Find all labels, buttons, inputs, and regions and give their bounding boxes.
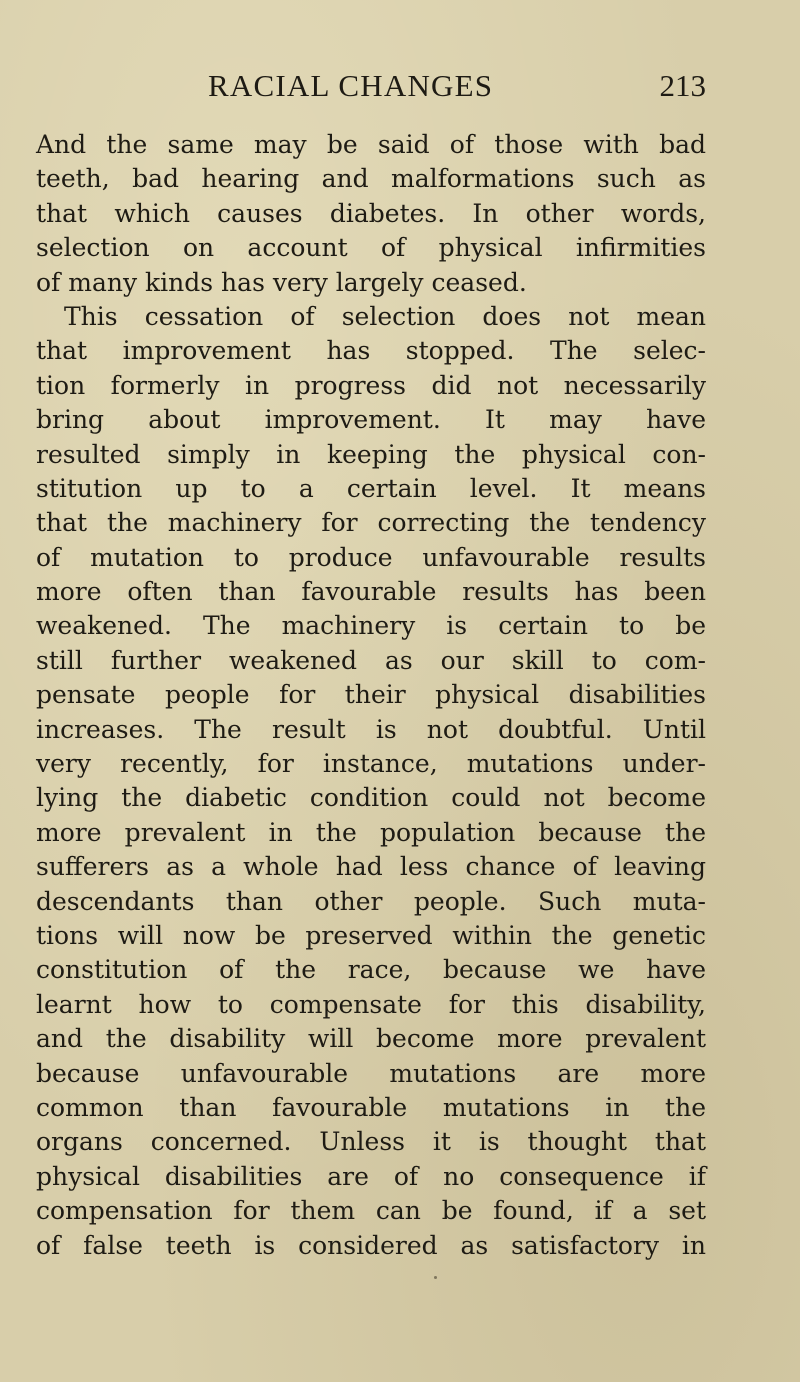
text-line: tions will now be preserved within the genetic bbox=[36, 920, 706, 950]
running-head bbox=[36, 66, 706, 106]
text-line: increases. The result is not doubtful. Until bbox=[36, 714, 706, 744]
text-line: stitution up to a certain level. It means bbox=[36, 473, 706, 503]
running-title: RACIAL CHANGES bbox=[208, 68, 494, 103]
text-line: tion formerly in progress did not necessarily bbox=[36, 370, 706, 400]
text-line: This cessation of selection does not mean bbox=[64, 301, 706, 331]
text-line: resulted simply in keeping the physical con- bbox=[36, 439, 706, 469]
text-line: weakened. The machinery is certain to be bbox=[36, 611, 706, 641]
text-line: that improvement has stopped. The selec- bbox=[36, 336, 706, 366]
text-line: still further weakened as our skill to com- bbox=[36, 645, 706, 675]
text-line: that the machinery for correcting the tendency bbox=[36, 508, 706, 538]
text-line: teeth, bad hearing and malformations such as bbox=[36, 164, 706, 194]
text-line: lying the diabetic condition could not become bbox=[36, 783, 706, 813]
text-line: of many kinds has very largely ceased. bbox=[36, 267, 527, 297]
text-line: of false teeth is considered as satisfactory in bbox=[36, 1230, 706, 1260]
text-line: and the disability will become more prevalent bbox=[36, 1024, 706, 1054]
text-line: compensation for them can be found, if a set bbox=[36, 1196, 706, 1226]
text-line: selection on account of physical infirmities bbox=[36, 233, 706, 263]
text-line: constitution of the race, because we have bbox=[36, 955, 706, 985]
text-line: very recently, for instance, mutations under- bbox=[36, 749, 706, 779]
body-text bbox=[36, 128, 706, 1263]
text-line: And the same may be said of those with bad bbox=[36, 130, 706, 159]
text-line: bring about improvement. It may have bbox=[36, 405, 706, 435]
text-line: because unfavourable mutations are more bbox=[36, 1058, 706, 1088]
text-line: descendants than other people. Such muta- bbox=[36, 886, 706, 916]
text-line: common than favourable mutations in the bbox=[36, 1092, 706, 1122]
text-line: that which causes diabetes. In other words, bbox=[36, 198, 706, 228]
text-line: more often than favourable results has been bbox=[36, 577, 706, 607]
paper-speck bbox=[434, 1276, 437, 1279]
text-line: more prevalent in the population because the bbox=[36, 817, 706, 847]
text-line: sufferers as a whole had less chance of leaving bbox=[36, 852, 706, 882]
text-line: physical disabilities are of no consequence if bbox=[36, 1161, 706, 1191]
text-line: pensate people for their physical disabilities bbox=[36, 680, 706, 710]
text-line: of mutation to produce unfavourable results bbox=[36, 542, 706, 572]
page-number: 213 bbox=[659, 68, 706, 103]
text-line: organs concerned. Unless it is thought that bbox=[36, 1127, 706, 1157]
text-line: learnt how to compensate for this disability, bbox=[36, 989, 706, 1019]
